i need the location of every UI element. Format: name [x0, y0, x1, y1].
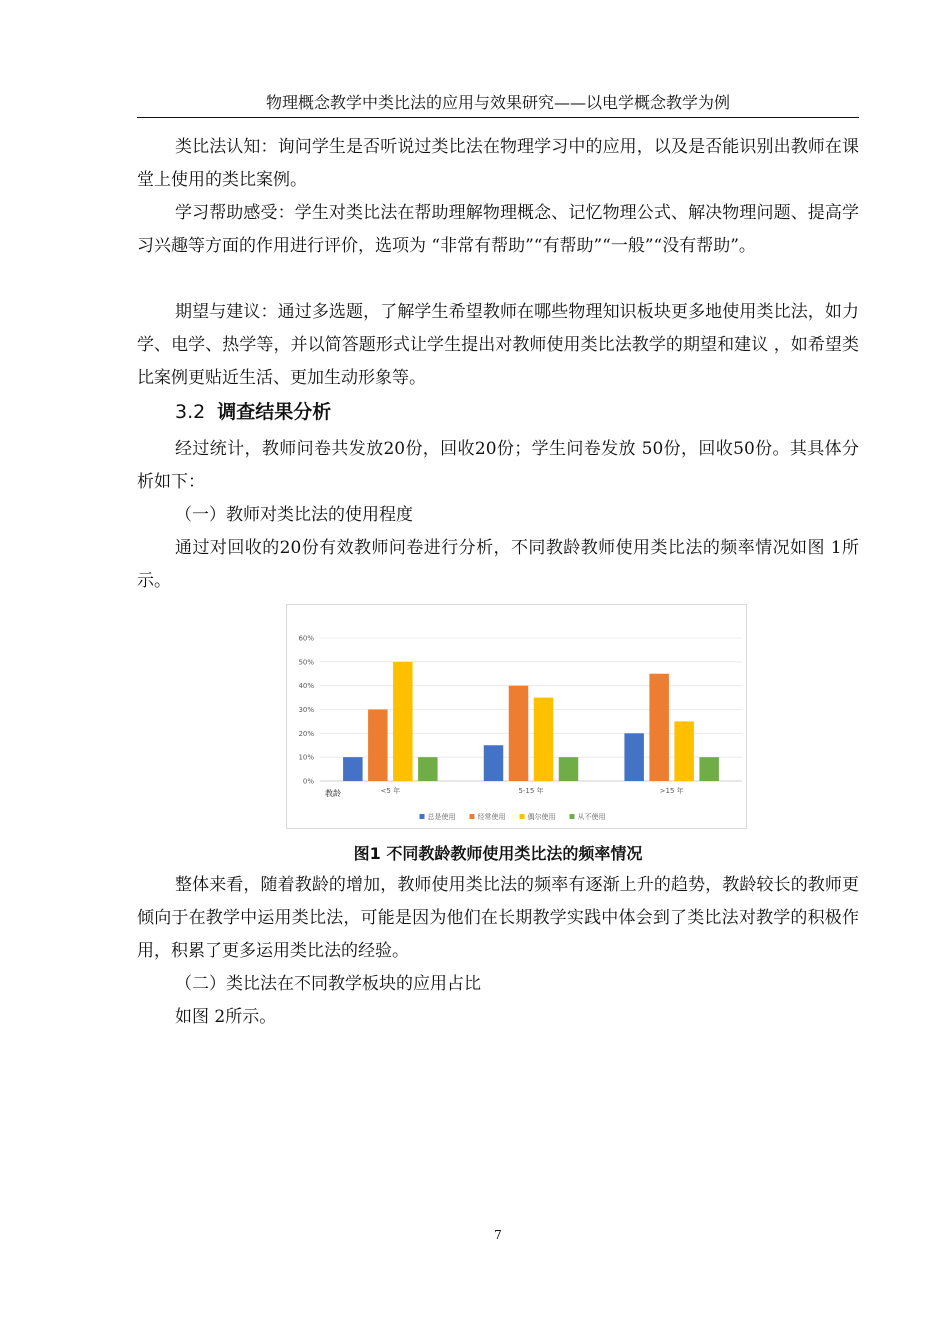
section-heading — [175, 396, 331, 429]
x-tick-label: 5-15 年 — [518, 787, 544, 795]
paragraph-learning-help: 学习帮助感受：学生对类比法在帮助理解物理概念、记忆物理公式、解决物理问题、提高学习兴趣等方面的作用进行评价，选项为 “非常有帮助”“有帮助”“一般”“没有帮助”。 — [137, 203, 859, 256]
legend-label-1: 经常使用 — [477, 813, 506, 821]
section-number: 3.2 — [175, 401, 206, 423]
header-rule — [137, 117, 859, 118]
paragraph-overall: 整体来看，随着教龄的增加，教师使用类比法的频率有逐渐上升的趋势，教龄较长的教师更倾向于在教学中运用类比法，可能是因为他们在长期教学实践中体会到了类比法对教学的积极作用，积累了更多运用类比法的经验。 — [137, 875, 859, 961]
y-tick-label: 50% — [298, 658, 314, 667]
subheading-teacher-usage: （一）教师对类比法的使用程度 — [175, 505, 413, 525]
x-tick-label: >15 年 — [659, 787, 684, 795]
bar-1-2 — [649, 674, 669, 781]
x-axis-label: 教龄 — [325, 789, 341, 798]
bar-0-0 — [343, 757, 362, 781]
figure-caption: 图1 不同教龄教师使用类比法的频率情况 — [353, 844, 643, 863]
y-tick-label: 20% — [298, 729, 314, 738]
bar-2-2 — [674, 721, 694, 781]
section-title: 调查结果分析 — [217, 401, 332, 423]
legend-swatch-0 — [420, 814, 425, 819]
bar-2-0 — [393, 662, 413, 781]
bar-0-2 — [624, 733, 644, 781]
bar-chart — [286, 604, 747, 829]
running-header: 物理概念教学中类比法的应用与效果研究——以电学概念教学为例 — [265, 93, 730, 112]
y-tick-label: 0% — [302, 777, 314, 786]
bar-2-1 — [534, 698, 554, 781]
paragraph-figure-intro: 通过对回收的20份有效教师问卷进行分析，不同教龄教师使用类比法的频率情况如图 1所示。 — [137, 538, 859, 591]
bar-chart-svg — [287, 605, 746, 828]
bar-1-0 — [368, 710, 388, 782]
paragraph-statistics: 经过统计，教师问卷共发放20份，回收20份；学生问卷发放 50份，回收50份。其具体分析如下： — [137, 439, 859, 492]
bar-3-1 — [559, 757, 579, 781]
y-tick-label: 30% — [298, 706, 314, 714]
legend-label-0: 总是使用 — [427, 813, 456, 821]
paragraph-analogy-awareness: 类比法认知：询问学生是否听说过类比法在物理学习中的应用，以及是否能识别出教师在课堂上使用的类比案例。 — [137, 137, 859, 190]
legend-swatch-3 — [570, 814, 575, 819]
legend-swatch-1 — [470, 814, 475, 819]
y-tick-label: 10% — [298, 753, 314, 762]
bar-0-1 — [484, 745, 504, 781]
bar-3-0 — [418, 757, 438, 781]
legend-label-2: 偶尔使用 — [527, 813, 556, 821]
paragraph-figure2-ref: 如图 2所示。 — [175, 1007, 277, 1027]
subheading-module-share: （二）类比法在不同教学板块的应用占比 — [175, 974, 481, 994]
x-tick-label: <5 年 — [380, 787, 401, 795]
y-tick-label: 60% — [298, 634, 314, 643]
y-tick-label: 40% — [298, 682, 314, 691]
page-number: 7 — [494, 1228, 502, 1242]
legend-label-3: 从不使用 — [577, 813, 606, 821]
bar-1-1 — [509, 686, 529, 781]
paragraph-expectations: 期望与建议：通过多选题，了解学生希望教师在哪些物理知识板块更多地使用类比法，如力学、电学、热学等，并以简答题形式让学生提出对教师使用类比法教学的期望和建议 ，如希望类比案例更贴近生活、更加生动形象等。 — [137, 302, 859, 388]
legend-swatch-2 — [520, 814, 525, 819]
bar-3-2 — [699, 757, 719, 781]
